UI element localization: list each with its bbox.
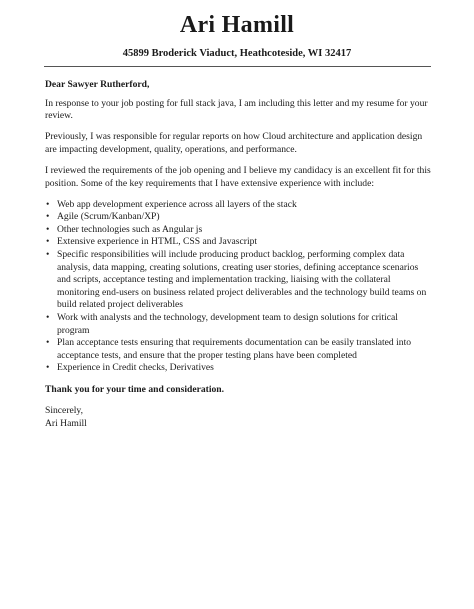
bullet-icon: • — [46, 223, 50, 235]
bullet-icon: • — [46, 198, 50, 210]
letter-body — [45, 79, 431, 430]
list-item-text: Experience in Credit checks, Derivatives — [57, 362, 214, 374]
list-item — [45, 224, 431, 237]
list-item — [45, 249, 431, 312]
signature: Ari Hamill — [45, 417, 87, 429]
bullet-icon: • — [46, 211, 50, 223]
list-item-text: Specific responsibilities will include producing product backlog, performing complex data analysis, data mapping, creating solutions, creating user stories, defining acceptance scenarios and scripts, acceptance testing and implementation tracking, liaising with the collateral monitoring end-users on business related project deliverables and the technology build teams on build related project deliverables — [57, 249, 427, 311]
list-item — [45, 236, 431, 249]
bullet-icon: • — [46, 362, 50, 374]
list-item — [45, 362, 431, 375]
list-item-text: Web app development experience across all layers of the stack — [57, 198, 297, 210]
list-item-text: Extensive experience in HTML, CSS and Javascript — [57, 236, 258, 248]
list-item-text: Agile (Scrum/Kanban/XP) — [57, 211, 160, 223]
applicant-address: 45899 Broderick Viaduct, Heathcoteside, WI 32417 — [122, 48, 352, 59]
paragraph-intro: In response to your job posting for full stack java, I am including this letter and my resume for your review. — [45, 97, 428, 122]
bullet-icon: • — [46, 337, 50, 349]
list-item — [45, 211, 431, 224]
salutation: Dear Sawyer Rutherford, — [45, 79, 150, 90]
list-item-text: Work with analysts and the technology, development team to design solutions for critical program — [57, 312, 398, 336]
requirements-list — [45, 199, 431, 375]
list-item — [45, 199, 431, 212]
header-divider — [44, 66, 431, 67]
list-item-text: Plan acceptance tests ensuring that requirements documentation can be easily translated into acceptance tests, and ensure that the proper testing plans have been completed — [57, 337, 412, 361]
list-item — [45, 337, 431, 362]
paragraph-experience: Previously, I was responsible for regular reports on how Cloud architecture and application design are impacting development, quality, operations, and performance. — [45, 131, 423, 155]
closing: Sincerely, — [45, 405, 84, 417]
paragraph-requirements: I reviewed the requirements of the job opening and I believe my candidacy is an excellent fit for this position. Some of the key requirements that I have extensive experience with include: — [45, 164, 431, 189]
bullet-icon: • — [46, 312, 50, 323]
bullet-icon: • — [46, 236, 50, 248]
list-item — [45, 312, 431, 337]
thanks-line: Thank you for your time and consideration. — [45, 383, 225, 395]
bullet-icon: • — [46, 249, 50, 261]
list-item-text: Other technologies such as Angular js — [57, 223, 203, 235]
applicant-name: Ari Hamill — [179, 12, 295, 38]
